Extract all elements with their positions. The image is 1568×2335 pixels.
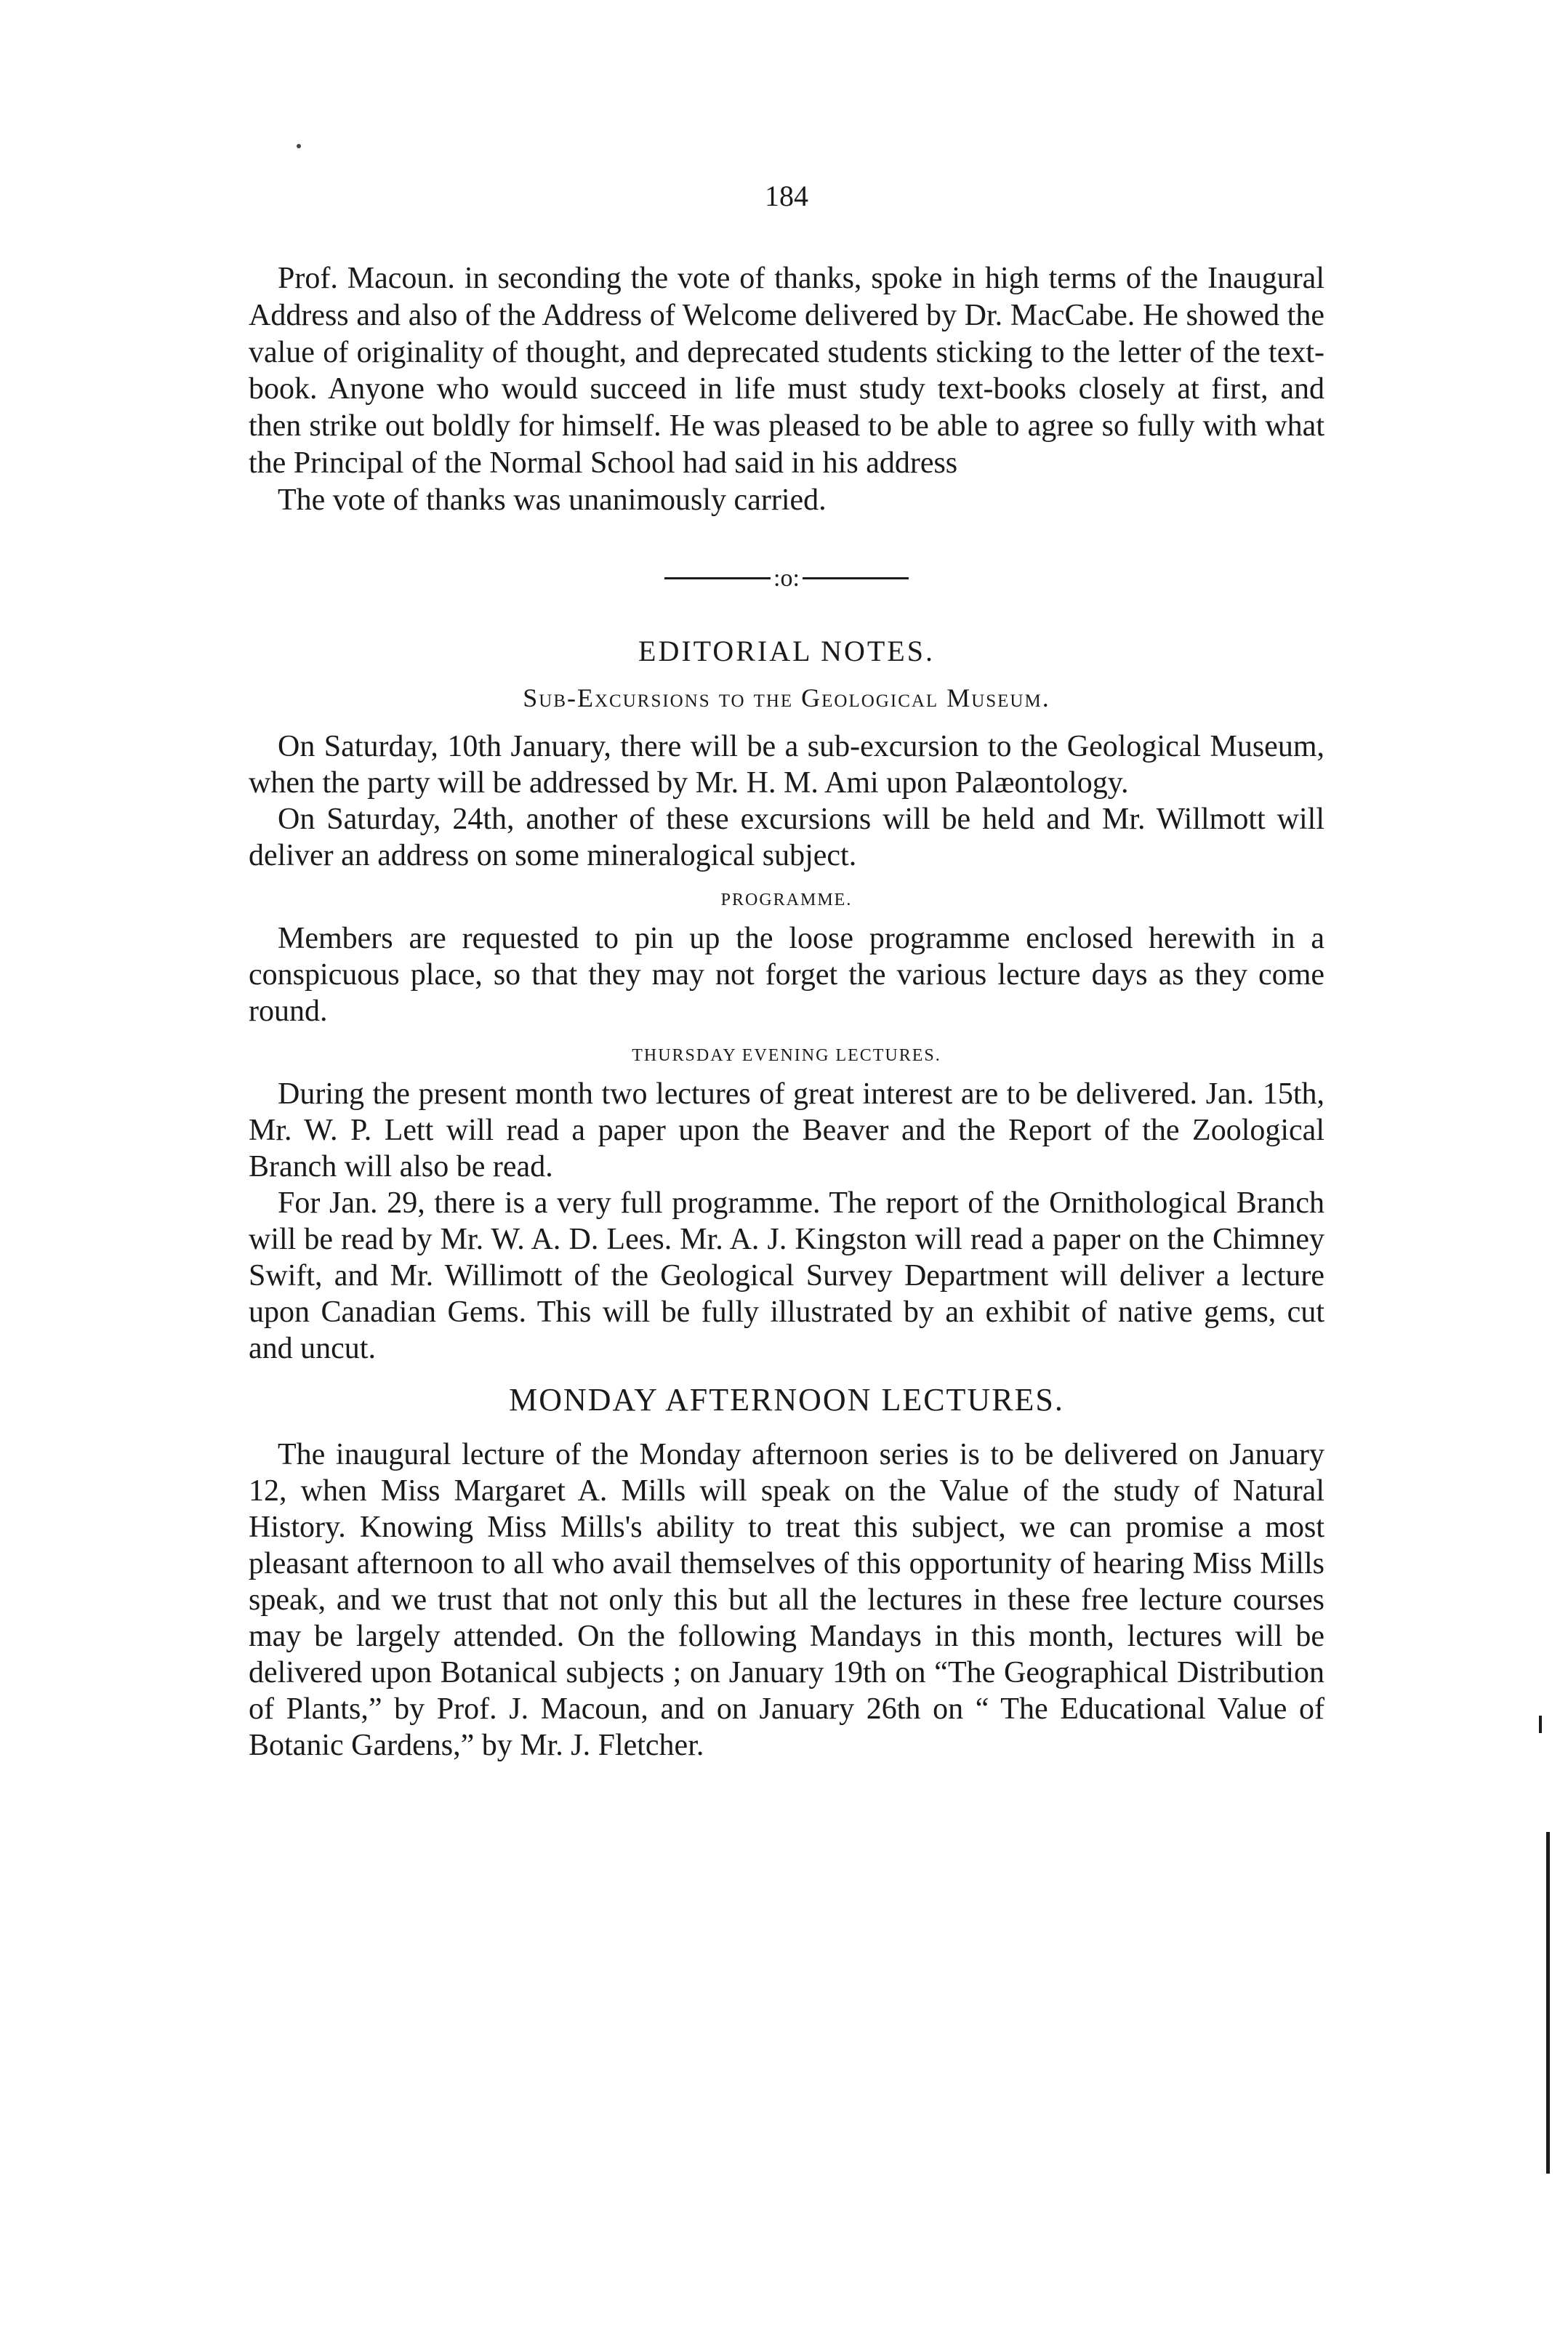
section-divider bbox=[249, 563, 1324, 593]
paragraph-programme: Members are requested to pin up the loose programme enclosed herewith in a conspicuous place, so that they may not forget the various lecture days as they come round. bbox=[249, 921, 1324, 1028]
divider-rule-right bbox=[803, 577, 909, 579]
page-number: 184 bbox=[765, 180, 808, 212]
paragraph-thursday-jan-29: For Jan. 29, there is a very full programme. The report of the Ornithological Branch will be read by Mr. W. A. D. Lees. Mr. A. J. Kingston will read a paper on the Chimney Swift, and Mr. Willimott of the Geological Survey Department will deliver a lecture upon Canadian Gems. This will be fully illustrated by an exhibit of native gems, cut and uncut. bbox=[249, 1186, 1324, 1365]
programme-heading: PROGRAMME. bbox=[720, 890, 853, 909]
paragraph-thursday-jan-15: During the present month two lectures of great interest are to be delivered. Jan. 15th, Mr. W. P. Lett will read a paper upon the Beaver and the Report of the Zoological Branch will also be read. bbox=[249, 1077, 1324, 1183]
edge-scan-line bbox=[1546, 1832, 1550, 2174]
print-speck bbox=[297, 144, 301, 148]
paragraph-monday-lectures: The inaugural lecture of the Monday afternoon series is to be delivered on January 12, when Miss Margaret A. Mills will speak on the Value of the study of Natural History. Knowing Miss Mills's ability to treat this subject, we can promise a most pleasant afternoon to all who avail themselves of this opportunity of hearing Miss Mills speak, and we trust that not only this but all the lectures in these free lecture courses may be largely attended. On the following Mandays in this month, lectures will be delivered upon Botanical subjects ; on January 19th on “The Geographical Distribution of Plants,” by Prof. J. Macoun, and on January 26th on “ The Educational Value of Botanic Gardens,” by Mr. J. Fletcher. bbox=[249, 1437, 1324, 1762]
thursday-lectures-heading: THURSDAY EVENING LECTURES. bbox=[632, 1045, 941, 1065]
paragraph-vote-carried: The vote of thanks was unanimously carried. bbox=[278, 483, 827, 517]
divider-rule-left bbox=[664, 577, 771, 579]
paragraph-excursion-24th: On Saturday, 24th, another of these excursions will be held and Mr. Willmott will deliver an address on some mineralogical subject. bbox=[249, 802, 1324, 872]
page-text-block bbox=[249, 182, 1324, 1764]
editorial-notes-title: EDITORIAL NOTES. bbox=[638, 634, 935, 667]
paragraph-excursion-10th: On Saturday, 10th January, there will be a sub-excursion to the Geological Museum, when the party will be addressed by Mr. H. M. Ami upon Palæontology. bbox=[249, 729, 1324, 800]
sub-excursions-heading: Sub-Excursions to the Geological Museum. bbox=[523, 683, 1050, 712]
paragraph-vote-of-thanks: Prof. Macoun. in seconding the vote of thanks, spoke in high terms of the Inaugural Address and also of the Address of Welcome delivered by Dr. MacCabe. He showed the value of originality of thought, and deprecated students sticking to the letter of the text-book. Anyone who would succeed in life must study text-books closely at first, and then strike out boldly for himself. He was pleased to be able to agree so fully with what the Principal of the Normal School had said in his address bbox=[249, 262, 1324, 480]
monday-lectures-heading: MONDAY AFTERNOON LECTURES. bbox=[509, 1381, 1064, 1418]
edge-tick-mark bbox=[1539, 1716, 1542, 1733]
divider-mark: :o: bbox=[773, 564, 800, 592]
